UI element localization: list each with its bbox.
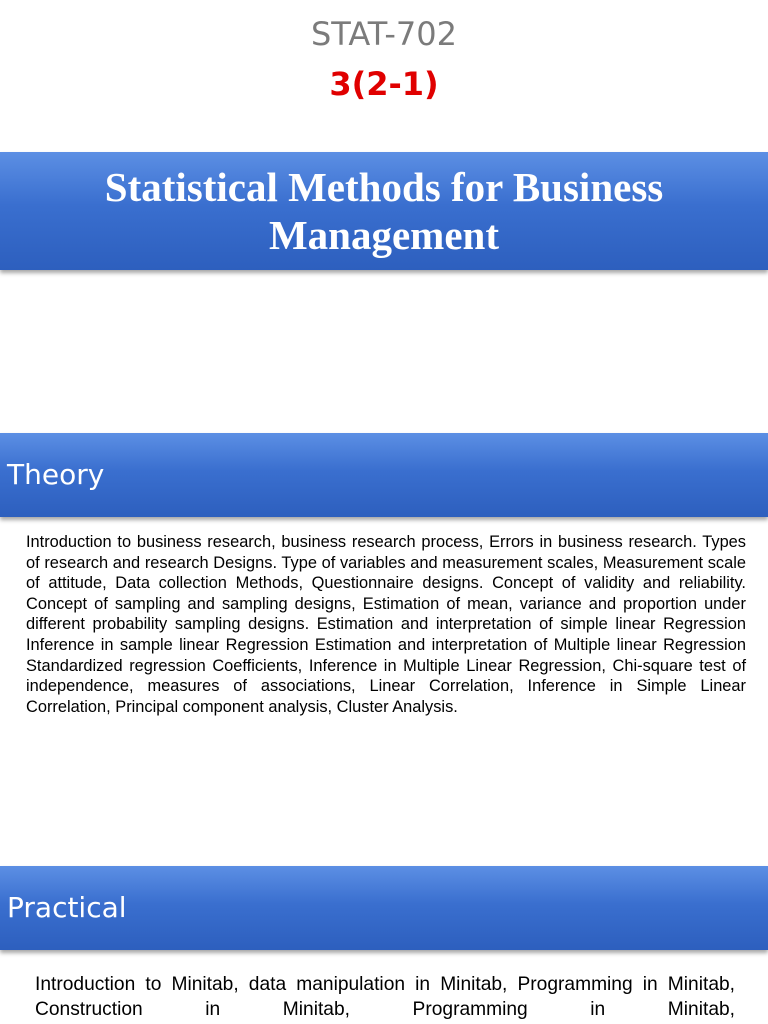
credit-hours: 3(2-1) [329, 65, 439, 103]
title-banner [0, 152, 768, 270]
practical-banner [0, 866, 768, 950]
practical-heading: Practical [7, 891, 127, 924]
course-code: STAT-702 [310, 15, 457, 53]
theory-heading: Theory [7, 458, 105, 491]
course-title: Statistical Methods for Business Management [104, 164, 664, 258]
practical-body: Introduction to Minitab, data manipulation in Minitab, Programming in Minitab, Construction in Minitab, Programming in Minitab, [35, 974, 735, 1020]
theory-body: Introduction to business research, business research process, Errors in business research. Types of research and research Designs. Type of variables and measurement scales, Measurement scale of attitude, Data collection Methods, Questionnaire designs. Concept of validity and reliability. Concept of sampling and sampling designs, Estimation of mean, variance and proportion under different probability sampling designs. Estimation and interpretation of simple linear Regression Inference in sample linear Regression Estimation and interpretation of Multiple linear Regression Standardized regression Coefficients, Inference in Multiple Linear Regression, Chi-square test of independence, measures of associations, Linear Correlation, Inference in Simple Linear Correlation, Principal component analysis, Cluster Analysis. [26, 533, 746, 716]
theory-banner [0, 433, 768, 517]
